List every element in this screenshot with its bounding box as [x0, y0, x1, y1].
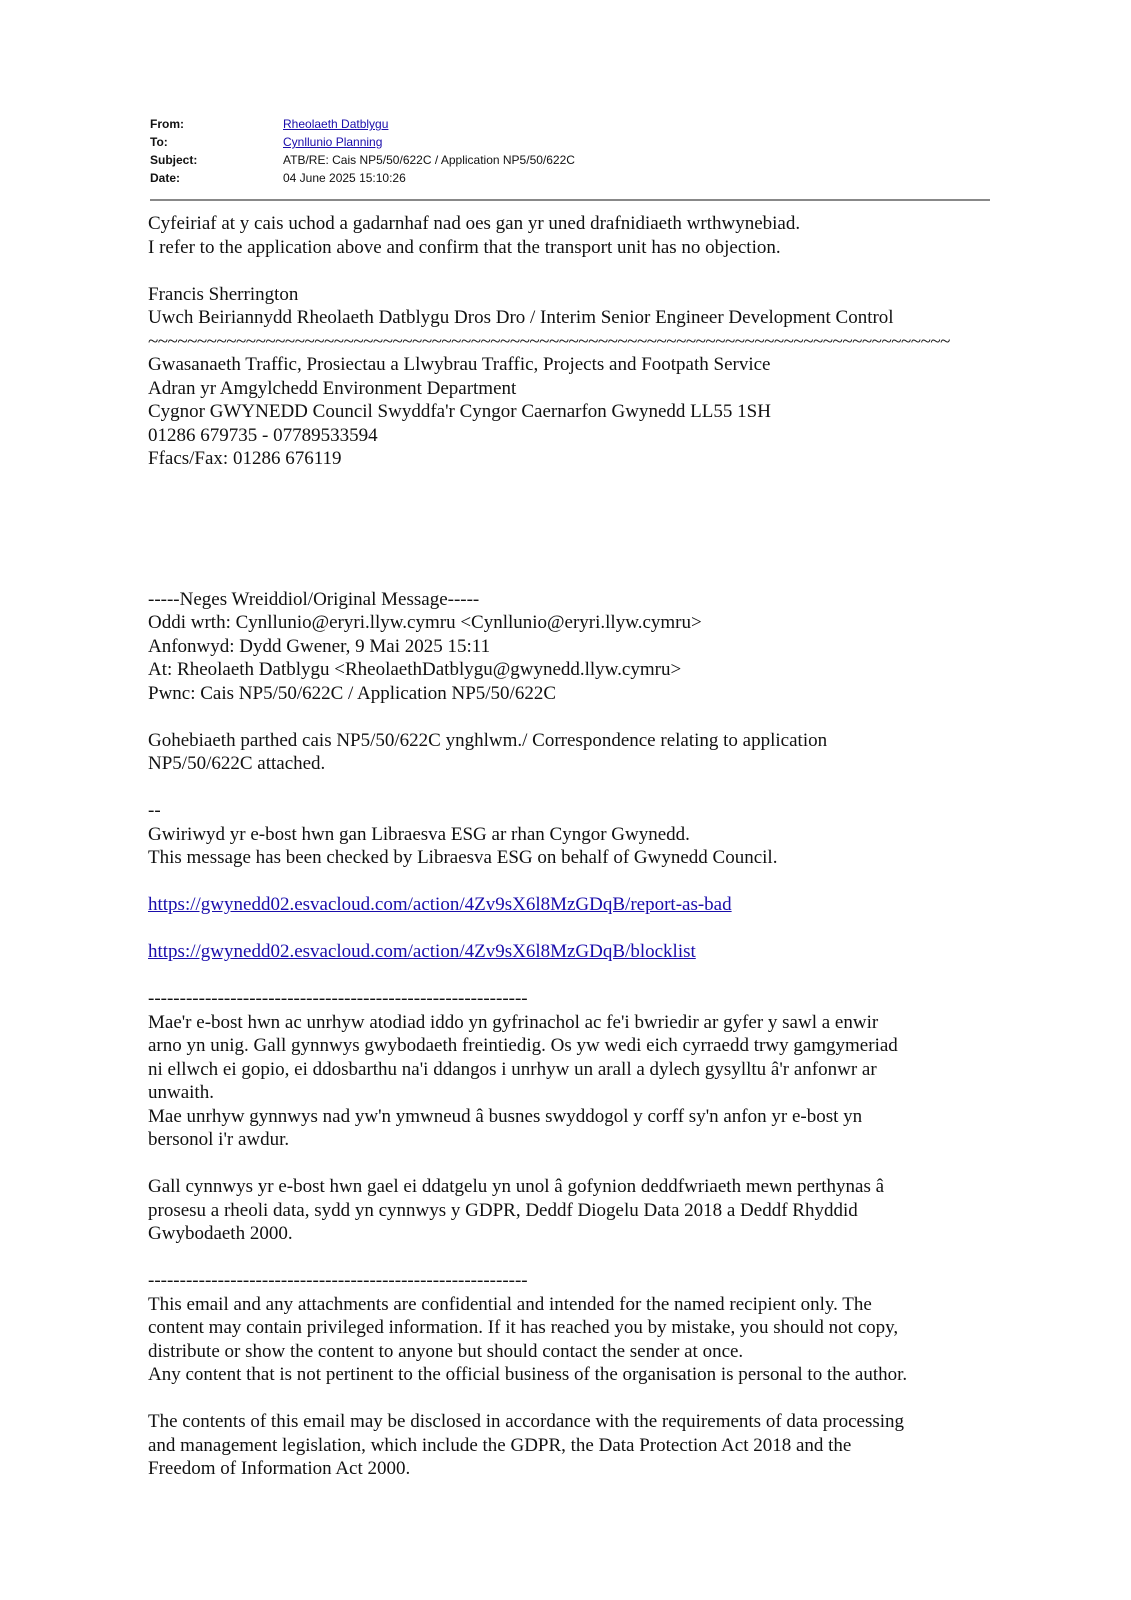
- signature-fax: Ffacs/Fax: 01286 676119: [148, 448, 342, 469]
- reply-english: I refer to the application above and confirm that the transport unit has no objection.: [148, 236, 781, 258]
- subject-label: Subject:: [150, 153, 198, 167]
- disclaimer-welsh-line: prosesu a rheoli data, sydd yn cynnwys y GDPR, Deddf Diogelu Data 2018 a Deddf Rhyddid: [148, 1199, 858, 1221]
- to-label: To:: [150, 135, 168, 149]
- signature-service: Gwasanaeth Traffic, Prosiectau a Llwybrau Traffic, Projects and Footpath Service: [148, 354, 771, 375]
- date-row: [150, 169, 990, 187]
- disclaimer-welsh-line: arno yn unig. Gall gynnwys gwybodaeth freintiedig. Os yw wedi eich cyrraedd trwy gamgymeriad: [148, 1035, 898, 1056]
- date-value: 04 June 2025 15:10:26: [283, 171, 406, 185]
- original-to: At: Rheolaeth Datblygu <RheolaethDatblygu@gwynedd.llyw.cymru>: [148, 659, 682, 680]
- disclaimer-english-line: Any content that is not pertinent to the official business of the organisation is personal to the author.: [148, 1364, 908, 1385]
- reply-welsh: Cyfeiriaf at y cais uchod a gadarnhaf nad oes gan yr uned drafnidiaeth wrthwynebiad.: [148, 213, 801, 234]
- disclaimer-english-line: The contents of this email may be disclosed in accordance with the requirements of data processing: [148, 1411, 905, 1432]
- disclaimer-welsh-separator: ------------------------------------------------------------: [148, 988, 528, 1009]
- report-as-bad-link[interactable]: https://gwynedd02.esvacloud.com/action/4Zv9sX6l8MzGDqB/report-as-bad: [148, 894, 732, 915]
- from-row: [150, 115, 990, 133]
- to-link[interactable]: Cynllunio Planning: [283, 135, 383, 149]
- subject-row: [150, 151, 990, 169]
- disclaimer-welsh-line: Mae unrhyw gynnwys nad yw'n ymwneud â busnes swyddogol y corff sy'n anfon yr e-bost yn: [148, 1105, 863, 1127]
- original-from: Oddi wrth: Cynllunio@eryri.llyw.cymru <Cynllunio@eryri.llyw.cymru>: [148, 612, 702, 633]
- subject-value: ATB/RE: Cais NP5/50/622C / Application NP5/50/622C: [283, 153, 575, 167]
- scan-notice-english: This message has been checked by Libraesva ESG on behalf of Gwynedd Council.: [148, 847, 778, 868]
- signature-department: Adran yr Amgylchedd Environment Department: [148, 377, 517, 399]
- disclaimer-welsh-line: Gwybodaeth 2000.: [148, 1223, 293, 1244]
- from-label: From:: [150, 117, 184, 131]
- original-sent: Anfonwyd: Dydd Gwener, 9 Mai 2025 15:11: [148, 635, 491, 657]
- from-link[interactable]: Rheolaeth Datblygu: [283, 117, 389, 131]
- email-header: [150, 115, 990, 187]
- original-body-line: Gohebiaeth parthed cais NP5/50/622C ynghlwm./ Correspondence relating to application: [148, 729, 828, 751]
- disclaimer-english-line: This email and any attachments are confidential and intended for the named recipient only. The: [148, 1293, 872, 1315]
- to-row: [150, 133, 990, 151]
- signature-title: Uwch Beiriannydd Rheolaeth Datblygu Dros Dro / Interim Senior Engineer Development Control: [148, 307, 894, 328]
- disclaimer-english-separator: ------------------------------------------------------------: [148, 1270, 528, 1291]
- signature-name: Francis Sherrington: [148, 283, 299, 305]
- disclaimer-welsh-line: unwaith.: [148, 1082, 214, 1103]
- disclaimer-english-line: Freedom of Information Act 2000.: [148, 1458, 411, 1479]
- signature-separator: ~~~~~~~~~~~~~~~~~~~~~~~~~~~~~~~~~~~~~~~~~~~~~~~~~~~~~~~~~~~~~~~~~~~~~~~~~~~~~~~~~~: [148, 330, 950, 352]
- original-subject: Pwnc: Cais NP5/50/622C / Application NP5/50/622C: [148, 682, 556, 704]
- disclaimer-welsh-line: bersonol i'r awdur.: [148, 1129, 290, 1150]
- original-message-heading: -----Neges Wreiddiol/Original Message-----: [148, 588, 480, 610]
- disclaimer-english-line: content may contain privileged information. If it has reached you by mistake, you should not copy,: [148, 1317, 899, 1338]
- scan-notice-welsh: Gwiriwyd yr e-bost hwn gan Libraesva ESG ar rhan Cyngor Gwynedd.: [148, 823, 690, 845]
- disclaimer-welsh-line: ni ellwch ei gopio, ei ddosbarthu na'i ddangos i unrhyw un arall a dylech gysylltu â'r anfonwr ar: [148, 1058, 877, 1080]
- disclaimer-welsh-line: Gall cynnwys yr e-bost hwn gael ei ddatgelu yn unol â gofynion deddfwriaeth mewn perthynas â: [148, 1176, 885, 1197]
- signature-phone: 01286 679735 - 07789533594: [148, 424, 378, 446]
- disclaimer-welsh-line: Mae'r e-bost hwn ac unrhyw atodiad iddo yn gyfrinachol ac fe'i bwriedir ar gyfer y sawl a enwir: [148, 1011, 879, 1033]
- scan-signature-dash: --: [148, 800, 161, 821]
- email-body: [148, 212, 998, 1481]
- disclaimer-english-line: and management legislation, which include the GDPR, the Data Protection Act 2018 and the: [148, 1434, 852, 1456]
- disclaimer-english-line: distribute or show the content to anyone but should contact the sender at once.: [148, 1340, 744, 1362]
- blocklist-link[interactable]: https://gwynedd02.esvacloud.com/action/4Zv9sX6l8MzGDqB/blocklist: [148, 941, 696, 962]
- original-body-line: NP5/50/622C attached.: [148, 753, 326, 774]
- date-label: Date:: [150, 171, 181, 185]
- signature-address: Cygnor GWYNEDD Council Swyddfa'r Cyngor Caernarfon Gwynedd LL55 1SH: [148, 401, 771, 422]
- header-divider: [150, 199, 990, 201]
